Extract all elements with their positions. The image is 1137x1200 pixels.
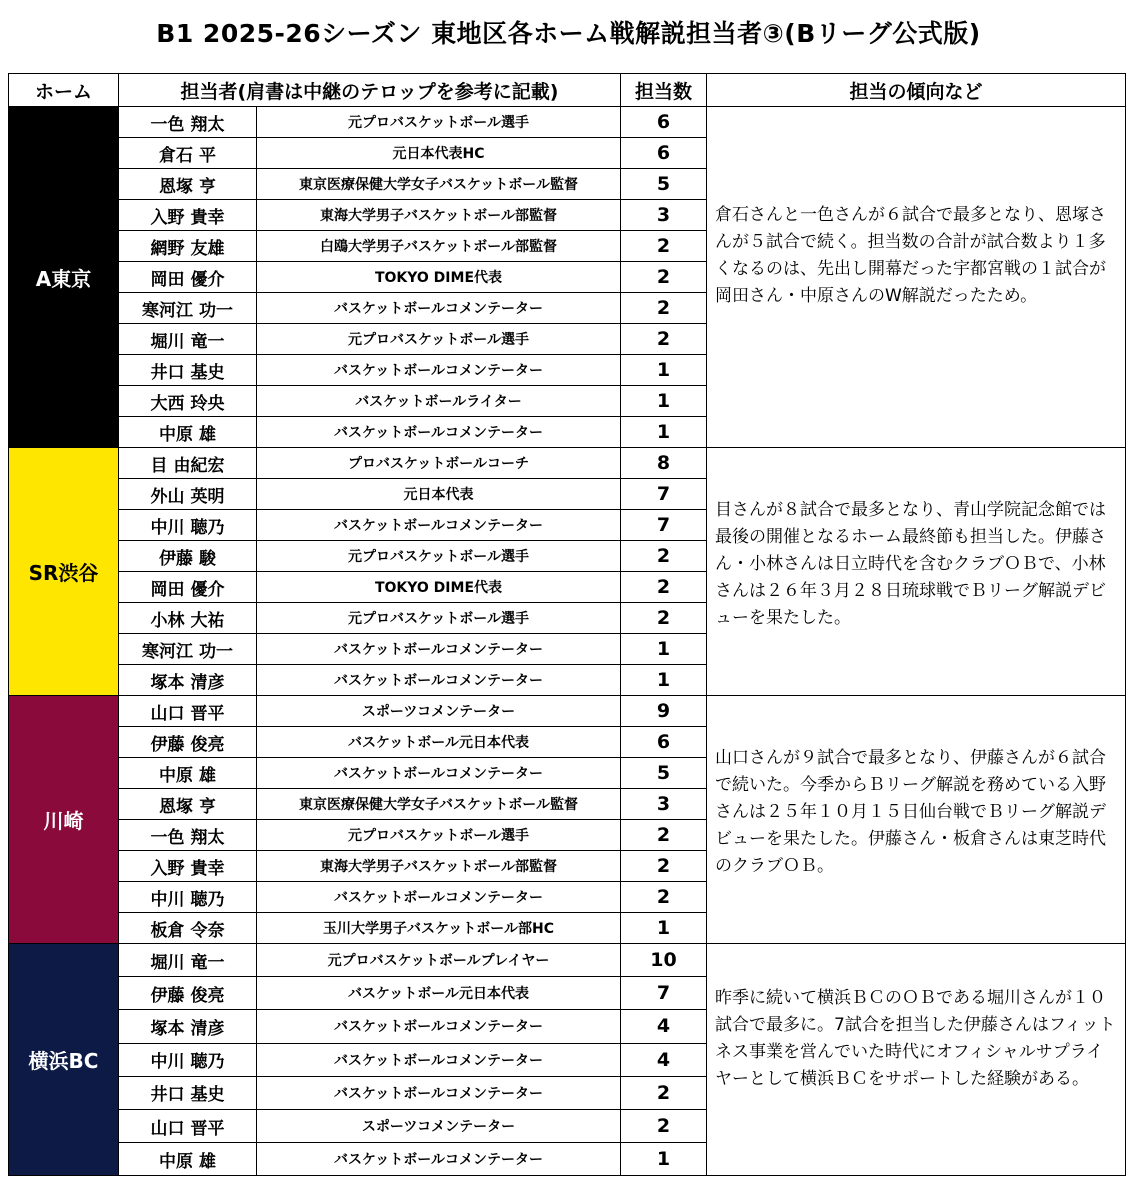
announcer-title: バスケットボール元日本代表 [257,977,621,1010]
announcer-title: 元プロバスケットボールプレイヤー [257,944,621,977]
page-title: B1 2025-26シーズン 東地区各ホーム戦解説担当者③(Bリーグ公式版) [156,19,981,48]
announcer-title: バスケットボールコメンテーター [257,634,621,665]
assignment-count: 3 [621,789,707,820]
assignment-count: 2 [621,1109,707,1142]
assignment-count: 2 [621,1076,707,1109]
header-count: 担当数 [621,74,707,107]
announcer-name: 井口 基史 [119,355,257,386]
tendency-comment-cell [707,696,1126,944]
announcer-title: バスケットボールコメンテーター [257,758,621,789]
table-row [9,696,1126,727]
announcer-name: 板倉 令奈 [119,913,257,944]
table-row [9,944,1126,977]
assignment-count: 2 [621,820,707,851]
assignment-count: 1 [621,634,707,665]
announcer-title: バスケットボールコメンテーター [257,1143,621,1176]
announcer-name: 大西 玲央 [119,386,257,417]
announcer-title: 元プロバスケットボール選手 [257,820,621,851]
announcer-title: 東海大学男子バスケットボール部監督 [257,851,621,882]
assignment-count: 6 [621,138,707,169]
announcer-name: 中川 聴乃 [119,1043,257,1076]
announcer-name: 倉石 平 [119,138,257,169]
announcer-title: 元プロバスケットボール選手 [257,324,621,355]
assignment-count: 10 [621,944,707,977]
announcer-title: スポーツコメンテーター [257,696,621,727]
assignment-count: 1 [621,355,707,386]
table-row [9,107,1126,138]
announcer-name: 中原 雄 [119,758,257,789]
assignment-count: 1 [621,665,707,696]
assignment-count: 4 [621,1043,707,1076]
assignment-count: 7 [621,510,707,541]
announcer-title: バスケットボールコメンテーター [257,510,621,541]
assignment-count: 2 [621,324,707,355]
assignment-count: 7 [621,479,707,510]
header-person: 担当者(肩書は中継のテロップを参考に記載) [119,74,621,107]
assignment-count: 2 [621,231,707,262]
announcer-name: 一色 翔太 [119,820,257,851]
announcer-name: 塚本 清彦 [119,665,257,696]
announcer-title: バスケットボール元日本代表 [257,727,621,758]
team-name-cell: A東京 [9,107,119,448]
announcer-name: 岡田 優介 [119,262,257,293]
announcer-name: 外山 英明 [119,479,257,510]
team-name-cell: 横浜BC [9,944,119,1176]
announcer-name: 堀川 竜一 [119,324,257,355]
announcer-table [8,73,1126,1176]
announcer-title: 東京医療保健大学女子バスケットボール監督 [257,169,621,200]
announcer-name: 入野 貴幸 [119,200,257,231]
announcer-name: 山口 晋平 [119,1109,257,1142]
assignment-count: 3 [621,200,707,231]
announcer-title: 東京医療保健大学女子バスケットボール監督 [257,789,621,820]
announcer-title: 白鴎大学男子バスケットボール部監督 [257,231,621,262]
announcer-title: 元プロバスケットボール選手 [257,107,621,138]
assignment-count: 2 [621,572,707,603]
tendency-comment: 目さんが８試合で最多となり、青山学院記念館では最後の開催となるホーム最終節も担当した。伊藤さん・小林さんは日立時代を含むクラブＯＢで、小林さんは２６年３月２８日琉球戦でＢリーグ解説デビューを果たした。 [715,499,1106,628]
table-header-row [9,74,1126,107]
announcer-title: バスケットボールコメンテーター [257,417,621,448]
tendency-comment-cell [707,107,1126,448]
assignment-count: 8 [621,448,707,479]
announcer-name: 入野 貴幸 [119,851,257,882]
assignment-count: 2 [621,262,707,293]
announcer-name: 伊藤 俊亮 [119,977,257,1010]
assignment-count: 2 [621,293,707,324]
announcer-title: バスケットボールコメンテーター [257,882,621,913]
announcer-title: バスケットボールコメンテーター [257,665,621,696]
assignment-count: 2 [621,541,707,572]
announcer-title: バスケットボールコメンテーター [257,355,621,386]
announcer-name: 恩塚 亨 [119,789,257,820]
announcer-name: 伊藤 駿 [119,541,257,572]
tendency-comment-cell [707,448,1126,696]
announcer-title: 玉川大学男子バスケットボール部HC [257,913,621,944]
announcer-name: 目 由紀宏 [119,448,257,479]
announcer-title: 元プロバスケットボール選手 [257,603,621,634]
announcer-title: TOKYO DIME代表 [257,262,621,293]
assignment-count: 5 [621,758,707,789]
assignment-count: 1 [621,913,707,944]
header-home: ホーム [9,74,119,107]
assignment-count: 1 [621,417,707,448]
assignment-count: 6 [621,727,707,758]
assignment-count: 9 [621,696,707,727]
announcer-title: プロバスケットボールコーチ [257,448,621,479]
announcer-name: 岡田 優介 [119,572,257,603]
announcer-name: 井口 基史 [119,1076,257,1109]
announcer-title: スポーツコメンテーター [257,1109,621,1142]
announcer-name: 一色 翔太 [119,107,257,138]
announcer-name: 山口 晋平 [119,696,257,727]
announcer-title: バスケットボールコメンテーター [257,1010,621,1043]
announcer-name: 寒河江 功一 [119,293,257,324]
assignment-count: 2 [621,603,707,634]
announcer-title: バスケットボールコメンテーター [257,293,621,324]
announcer-name: 中川 聴乃 [119,882,257,913]
announcer-name: 小林 大祐 [119,603,257,634]
assignment-count: 6 [621,107,707,138]
announcer-name: 寒河江 功一 [119,634,257,665]
header-tendency: 担当の傾向など [707,74,1126,107]
announcer-title: 元日本代表HC [257,138,621,169]
announcer-title: バスケットボールライター [257,386,621,417]
announcer-name: 塚本 清彦 [119,1010,257,1043]
assignment-count: 1 [621,386,707,417]
tendency-comment: 山口さんが９試合で最多となり、伊藤さんが６試合で続いた。今季からＢリーグ解説を務めている入野さんは２５年１０月１５日仙台戦でＢリーグ解説デビューを果たした。伊藤さん・板倉さんは東芝時代のクラブＯＢ。 [715,747,1106,876]
announcer-title: 元日本代表 [257,479,621,510]
tendency-comment-cell [707,944,1126,1176]
announcer-name: 恩塚 亨 [119,169,257,200]
announcer-title: 東海大学男子バスケットボール部監督 [257,200,621,231]
team-name-cell: 川崎 [9,696,119,944]
assignment-count: 4 [621,1010,707,1043]
announcer-title: バスケットボールコメンテーター [257,1043,621,1076]
tendency-comment: 倉石さんと一色さんが６試合で最多となり、恩塚さんが５試合で続く。担当数の合計が試合数より１多くなるのは、先出し開幕だった宇都宮戦の１試合が岡田さん・中原さんのW解説だったため。 [715,205,1106,306]
assignment-count: 5 [621,169,707,200]
announcer-title: 元プロバスケットボール選手 [257,541,621,572]
announcer-name: 中原 雄 [119,417,257,448]
tendency-comment: 昨季に続いて横浜ＢＣのＯＢである堀川さんが１０試合で最多に。7試合を担当した伊藤さんはフィットネス事業を営んでいた時代にオフィシャルサプライヤーとして横浜ＢＣをサポートした経験がある。 [715,987,1116,1089]
announcer-name: 中川 聴乃 [119,510,257,541]
table-row [9,448,1126,479]
assignment-count: 2 [621,851,707,882]
team-name-cell: SR渋谷 [9,448,119,696]
announcer-name: 中原 雄 [119,1143,257,1176]
announcer-title: TOKYO DIME代表 [257,572,621,603]
announcer-title: バスケットボールコメンテーター [257,1076,621,1109]
announcer-name: 伊藤 俊亮 [119,727,257,758]
assignment-count: 1 [621,1143,707,1176]
announcer-name: 網野 友雄 [119,231,257,262]
assignment-count: 7 [621,977,707,1010]
announcer-name: 堀川 竜一 [119,944,257,977]
table-body [9,107,1126,1176]
assignment-count: 2 [621,882,707,913]
